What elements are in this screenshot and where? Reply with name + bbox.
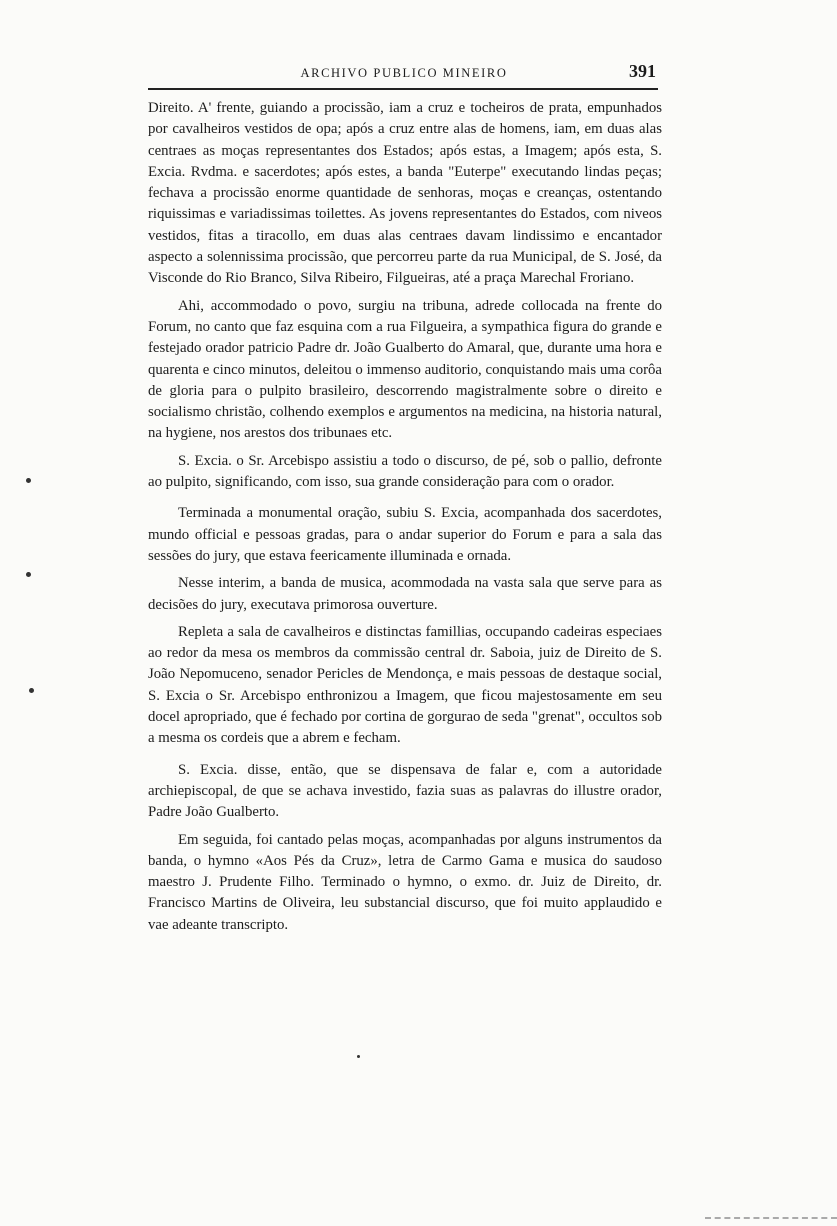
paragraph: Repleta a sala de cavalheiros e distinctas famillias, occupando cadeiras especiaes ao redor da mesa os membros da commissão central dr. Saboia, juiz de Direito de S. João Nepomuceno, senador Pericles de Mendonça, e mais pessoas de destaque social, S. Excia o Sr. Arcebispo enthronizou a Imagem, que ficou majestosamente em seu docel apropriado, que é fechado por cortina de gorgurao de seda "grenat", occultos sob a mesma os cordeis que a abrem e fecham. [148,623,662,747]
paragraph: Direito. A' frente, guiando a procissão, iam a cruz e tocheiros de prata, empunhados por cavalheiros vestidos de opa; após a cruz entre alas de homens, iam, em duas alas centraes as moças representantes dos Estados; após estas, a Imagem; após esta, S. Excia. Rvdma. e sacerdotes; após estes, a banda "Euterpe" executando lindas peças; fechava a procissão enorme quantidade de senhoras, moças e creanças, ostentando riquissimas e variadissimas toilettes. As jovens representantes do Estados, com niveos vestidos, fitas a tiracollo, em duas alas centraes davam lindissimo e encantador aspecto a solennissima procissão, que percorreu parte da rua Municipal, de S. José, da Visconde do Rio Branco, Silva Ribeiro, Filgueiras, até a praça Marechal Froriano. [148,100,662,287]
paragraph: Ahi, accommodado o povo, surgiu na tribuna, adrede collocada na frente do Forum, no canto que faz esquina com a rua Filgueira, a sympathica figura do grande e festejado orador patricio Padre dr. João Gualberto do Amaral, que, durante uma hora e quarenta e cinco minutos, deleitou o immenso auditorio, conquistando mais uma corôa de gloria para o pulpito brasileiro, descorrendo magistralmente sobre o direito e socialismo christão, colhendo exemplos e argumentos na medicina, na historia natural, na hygiene, nos arestos dos tribunaes etc. [148,297,662,442]
paragraph: S. Excia. disse, então, que se dispensava de falar e, com a autoridade archiepiscopal, de que se achava investido, fazia suas as palavras do illustre orador, Padre João Gualberto. [148,761,662,821]
margin-mark [26,572,31,577]
paragraph: Terminada a monumental oração, subiu S. Excia, acompanhada dos sacerdotes, mundo official e pessoas gradas, para o andar superior do Forum e para a sala das sessões do jury, que estava feericamente illuminada e ornada. [148,505,662,564]
scan-edge-mark [705,1217,837,1219]
margin-mark [26,478,31,483]
body-text [148,98,662,942]
page-header [148,56,660,86]
header-rule [148,88,658,90]
running-head: ARCHIVO PUBLICO MINEIRO [300,66,508,80]
margin-mark [357,1055,360,1058]
paragraph: S. Excia. o Sr. Arcebispo assistiu a todo o discurso, de pé, sob o pallio, defronte ao pulpito, significando, com isso, sua grande consideração para com o orador. [148,452,662,491]
paragraph: Em seguida, foi cantado pelas moças, acompanhadas por alguns instrumentos da banda, o hymno «Aos Pés da Cruz», letra de Carmo Gama e musica do saudoso maestro J. Prudente Filho. Terminado o hymno, o exmo. dr. Juiz de Direito, dr. Francisco Martins de Oliveira, leu substancial discurso, que foi muito applaudido e vae adeante transcripto. [148,831,662,933]
paragraph: Nesse interim, a banda de musica, acommodada na vasta sala que serve para as decisões do jury, executava primorosa ouverture. [148,575,662,613]
margin-mark [29,688,34,693]
page-number: 391 [629,61,656,81]
